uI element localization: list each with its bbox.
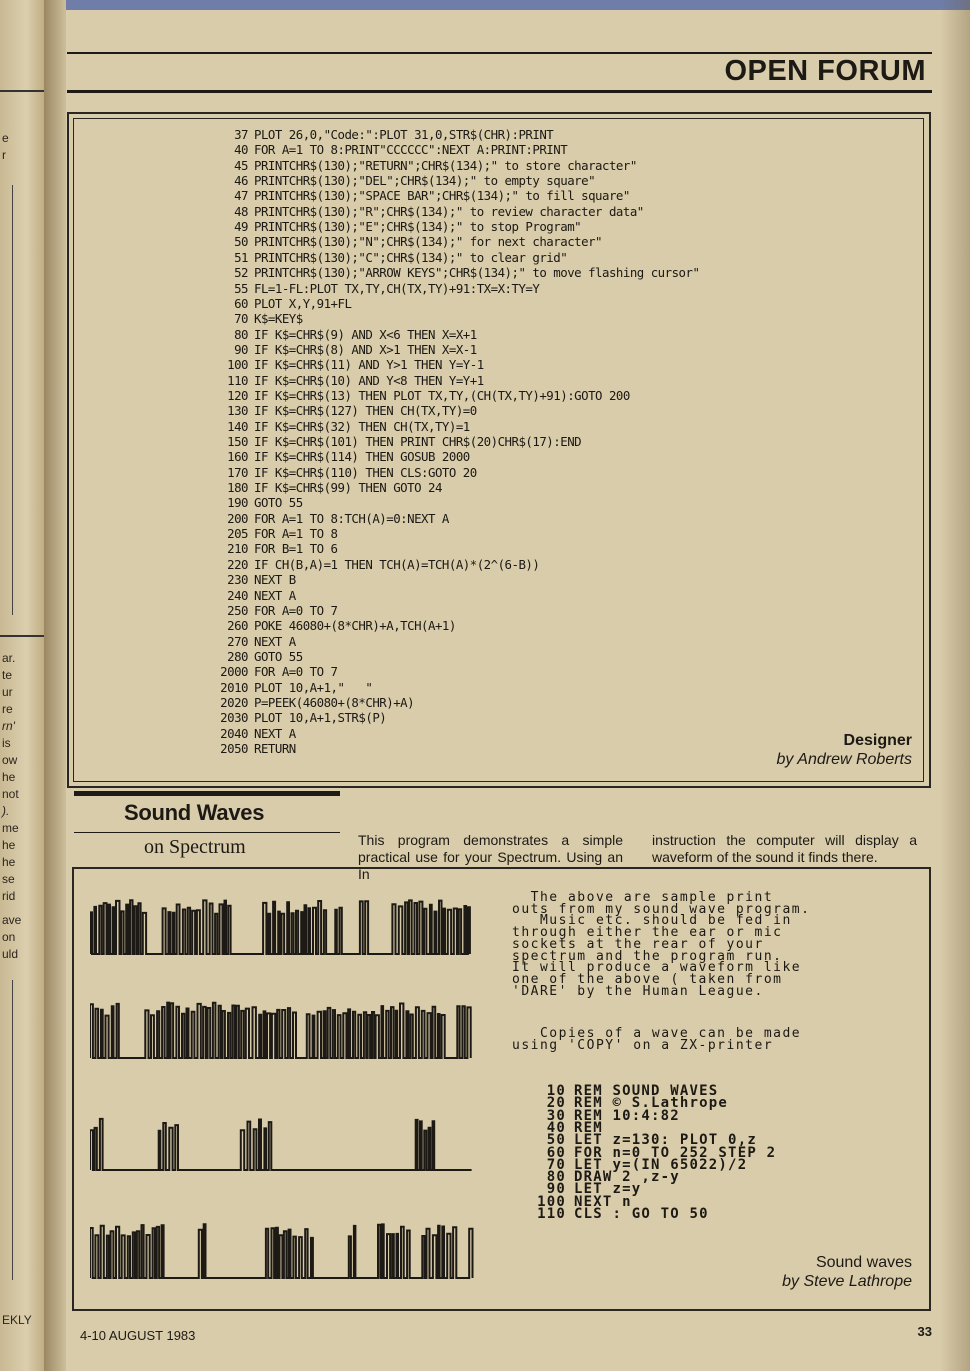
adjacent-page-fragment: is xyxy=(2,736,11,750)
caption-line: sockets at the rear of your xyxy=(512,936,764,952)
line-code: NEXT B xyxy=(254,572,296,588)
line-code: NEXT A xyxy=(254,587,296,603)
line-code: GOTO 55 xyxy=(254,495,303,511)
caption-line: outs from my sound wave program. xyxy=(512,901,811,917)
line-code: REM xyxy=(574,1119,603,1136)
caption-line: through either the ear or mic xyxy=(512,925,783,941)
code-line xyxy=(215,388,630,403)
line-code: FOR n=0 TO 252 STEP 2 xyxy=(574,1144,777,1161)
waveform-3 xyxy=(90,1119,472,1170)
code-line xyxy=(215,603,338,618)
line-number: 80 xyxy=(546,1169,566,1186)
section-title: OPEN FORUM xyxy=(724,55,926,87)
sound-subtitle-rule xyxy=(74,832,340,833)
adjacent-page-rule xyxy=(0,635,44,637)
line-number: 60 xyxy=(234,295,248,311)
code-line xyxy=(215,695,414,710)
line-code: IF K$=CHR$(110) THEN CLS:GOTO 20 xyxy=(254,464,477,480)
line-code: IF K$=CHR$(32) THEN CH(TX,TY)=1 xyxy=(254,418,470,434)
line-number: 2000 xyxy=(220,664,248,680)
code-line xyxy=(215,311,303,326)
line-code: IF K$=CHR$(13) THEN PLOT TX,TY,(CH(TX,TY)+91):GOTO 200 xyxy=(254,387,630,403)
adjacent-page-fragment: ave xyxy=(2,913,22,927)
adjacent-page-strip xyxy=(0,0,48,1371)
line-number: 270 xyxy=(227,633,248,649)
line-number: 47 xyxy=(234,188,248,204)
line-number: 40 xyxy=(546,1119,566,1136)
line-number: 20 xyxy=(546,1095,566,1112)
line-number: 240 xyxy=(227,587,248,603)
sound-credit-title: Sound waves xyxy=(815,1254,912,1271)
line-code: FOR A=0 TO 7 xyxy=(254,602,338,618)
magazine-page xyxy=(62,10,970,1371)
page-edge-shadow xyxy=(940,0,970,1371)
line-number: 30 xyxy=(546,1107,566,1124)
sound-title-rule xyxy=(74,791,340,796)
code-line xyxy=(215,142,567,157)
line-number: 60 xyxy=(546,1144,566,1161)
code-line xyxy=(215,557,539,572)
line-number: 210 xyxy=(227,541,248,557)
line-code: POKE 46080+(8*CHR)+A,TCH(A+1) xyxy=(254,618,456,634)
adjacent-page-frame xyxy=(12,980,13,1280)
caption-line: The above are sample print xyxy=(512,890,774,905)
caption-line: It will produce a waveform like xyxy=(512,960,802,976)
line-number: 110 xyxy=(537,1206,566,1222)
line-number: 52 xyxy=(234,265,248,281)
line-code: NEXT n xyxy=(574,1193,632,1210)
waveform-2 xyxy=(90,1003,471,1058)
code-line xyxy=(215,219,581,234)
adjacent-page-fragment: he xyxy=(2,855,16,869)
line-code: NEXT A xyxy=(254,725,296,741)
adjacent-page-rule xyxy=(0,90,44,92)
code-line xyxy=(215,327,477,342)
line-number: 49 xyxy=(234,219,248,235)
line-number: 2030 xyxy=(220,710,248,726)
line-number: 260 xyxy=(227,618,248,634)
caption-line: 'DARE' by the Human League. xyxy=(512,983,764,999)
line-number: 150 xyxy=(227,434,248,449)
code-line xyxy=(215,357,484,372)
line-code: RETURN xyxy=(254,741,296,756)
line-number: 250 xyxy=(227,602,248,618)
adjacent-page-fragment: me xyxy=(2,821,19,835)
code-line xyxy=(215,710,386,725)
code-line xyxy=(215,664,338,679)
adjacent-page-fragment: ar. xyxy=(2,651,16,665)
adjacent-page-fragment: ). xyxy=(2,804,10,818)
code-line xyxy=(215,634,296,649)
line-code: GOTO 55 xyxy=(254,648,303,664)
code-line xyxy=(215,495,303,510)
line-code: NEXT A xyxy=(254,633,296,649)
waveform-1 xyxy=(90,900,470,954)
line-code: PRINTCHR$(130);"R";CHR$(134);" to review character data" xyxy=(254,203,644,219)
line-code: PRINTCHR$(130);"SPACE BAR";CHR$(134);" to fill square" xyxy=(254,188,630,204)
adjacent-page-fragment: uld xyxy=(2,947,19,961)
line-number: 70 xyxy=(546,1156,566,1173)
adjacent-page-fragment: he xyxy=(2,770,16,784)
scan-top-band xyxy=(0,0,970,10)
adjacent-page-fragment: se xyxy=(2,872,15,886)
line-code: CLS : GO TO 50 xyxy=(574,1206,709,1222)
sound-waves-subtitle: on Spectrum xyxy=(144,836,246,858)
line-number: 100 xyxy=(227,357,248,373)
code-line xyxy=(215,342,477,357)
code-line xyxy=(215,572,296,587)
line-code: PRINTCHR$(130);"E";CHR$(134);" to stop Program" xyxy=(254,219,582,235)
caption-line: spectrum and the program run. xyxy=(512,948,783,964)
line-code: FOR A=1 TO 8:PRINT"CCCCCC":NEXT A:PRINT:PRINT xyxy=(254,142,568,158)
line-code: IF CH(B,A)=1 THEN TCH(A)=TCH(A)*(2^(6-B)) xyxy=(254,556,540,572)
line-code: K$=KEY$ xyxy=(254,311,303,327)
line-code: PRINTCHR$(130);"N";CHR$(134);" for next character" xyxy=(254,234,602,250)
line-code: FOR B=1 TO 6 xyxy=(254,541,338,557)
issue-date: 4-10 AUGUST 1983 xyxy=(80,1328,196,1343)
line-number: 48 xyxy=(234,203,248,219)
code-line xyxy=(215,511,449,526)
code-line xyxy=(215,127,553,142)
code-line xyxy=(215,204,644,219)
caption-line: Music etc. should be fed in xyxy=(512,913,792,929)
line-number: 70 xyxy=(234,311,248,327)
line-number: 190 xyxy=(227,495,248,511)
designer-author: by Andrew Roberts xyxy=(776,751,912,768)
line-code: PLOT 10,A+1," " xyxy=(254,679,373,695)
line-code: DRAW 2 ,z-y xyxy=(574,1169,680,1186)
line-number: 130 xyxy=(227,403,248,419)
line-code: FOR A=1 TO 8:TCH(A)=0:NEXT A xyxy=(254,510,449,526)
caption-line: using 'COPY' on a ZX-printer xyxy=(512,1037,774,1053)
code-line xyxy=(215,281,539,296)
code-line xyxy=(215,158,637,173)
line-code: IF K$=CHR$(114) THEN GOSUB 2000 xyxy=(254,449,470,465)
code-line xyxy=(215,726,296,741)
line-number: 2040 xyxy=(220,725,248,741)
line-number: 37 xyxy=(234,127,248,142)
caption-line: one of the above ( taken from xyxy=(512,971,783,987)
zx-code-line xyxy=(522,1208,709,1220)
line-number: 2050 xyxy=(220,741,248,756)
line-number: 100 xyxy=(537,1193,566,1210)
adjacent-page-fragment: on xyxy=(2,930,16,944)
caption-line: Copies of a wave can be made xyxy=(512,1026,802,1041)
line-number: 280 xyxy=(227,648,248,664)
intro-text-right: instruction the computer will display a waveform of the sound it finds there. xyxy=(652,832,917,865)
line-number: 51 xyxy=(234,249,248,265)
line-code: PRINTCHR$(130);"ARROW KEYS";CHR$(134);" to move flashing cursor" xyxy=(254,265,700,281)
line-code: LET y=(IN 65022)/2 xyxy=(574,1156,748,1173)
waveform-4 xyxy=(90,1224,473,1278)
code-line xyxy=(215,649,303,664)
code-line xyxy=(215,188,630,203)
adjacent-page-fragment: r xyxy=(2,148,6,162)
code-line xyxy=(215,541,338,556)
line-code: IF K$=CHR$(99) THEN GOTO 24 xyxy=(254,480,442,496)
code-line xyxy=(215,588,296,603)
line-code: FOR A=1 TO 8 xyxy=(254,526,338,542)
line-number: 120 xyxy=(227,387,248,403)
adjacent-page-fragment: ow xyxy=(2,753,18,767)
line-number: 10 xyxy=(546,1083,566,1099)
line-number: 200 xyxy=(227,510,248,526)
line-code: IF K$=CHR$(11) AND Y>1 THEN Y=Y-1 xyxy=(254,357,484,373)
line-number: 110 xyxy=(227,372,248,388)
sound-waves-title: Sound Waves xyxy=(124,800,265,825)
line-code: LET z=130: PLOT 0,z xyxy=(574,1132,757,1149)
line-code: IF K$=CHR$(8) AND X>1 THEN X=X-1 xyxy=(254,341,477,357)
code-line xyxy=(215,741,296,756)
line-code: PRINTCHR$(130);"DEL";CHR$(134);" to empty square" xyxy=(254,173,596,189)
code-line xyxy=(215,373,484,388)
line-number: 55 xyxy=(234,280,248,296)
line-number: 220 xyxy=(227,556,248,572)
code-line xyxy=(215,250,567,265)
header-top-rule xyxy=(67,52,932,54)
line-code: IF K$=CHR$(101) THEN PRINT CHR$(20)CHR$(17):END xyxy=(254,434,582,449)
line-code: PRINTCHR$(130);"C";CHR$(134);" to clear grid" xyxy=(254,249,568,265)
line-code: REM SOUND WAVES xyxy=(574,1083,719,1099)
page-number: 33 xyxy=(917,1324,932,1339)
adjacent-page-fragment: re xyxy=(2,702,13,716)
code-line xyxy=(215,618,456,633)
header-bottom-rule xyxy=(67,90,932,93)
code-line xyxy=(215,434,581,449)
code-line xyxy=(215,449,470,464)
line-code: IF K$=CHR$(9) AND X<6 THEN X=X+1 xyxy=(254,326,477,342)
line-number: 90 xyxy=(546,1181,566,1198)
line-code: PLOT X,Y,91+FL xyxy=(254,295,352,311)
waveform-printouts xyxy=(90,886,480,1286)
line-number: 80 xyxy=(234,326,248,342)
line-number: 160 xyxy=(227,449,248,465)
code-line xyxy=(215,480,442,495)
line-code: REM © S.Lathrope xyxy=(574,1095,729,1112)
line-code: IF K$=CHR$(10) AND Y<8 THEN Y=Y+1 xyxy=(254,372,484,388)
adjacent-page-fragment: not xyxy=(2,787,19,801)
line-code: PLOT 10,A+1,STR$(P) xyxy=(254,710,387,726)
adjacent-page-fragment: te xyxy=(2,668,13,682)
adjacent-page-fragment: rn' xyxy=(2,719,15,733)
line-number: 140 xyxy=(227,418,248,434)
code-line xyxy=(215,419,470,434)
intro-text-left: This program demonstrates a simple practical use for your Spectrum. Using an In xyxy=(358,832,623,882)
code-line xyxy=(215,526,338,541)
line-code: LET z=y xyxy=(574,1181,642,1198)
line-number: 180 xyxy=(227,480,248,496)
designer-credit xyxy=(777,731,912,769)
adjacent-page-fragment: ur xyxy=(2,685,13,699)
adjacent-page-fragment: he xyxy=(2,838,16,852)
adjacent-page-fragment: e xyxy=(2,131,9,145)
line-number: 205 xyxy=(227,526,248,542)
line-number: 90 xyxy=(234,341,248,357)
code-line xyxy=(215,465,477,480)
line-number: 50 xyxy=(234,234,248,250)
code-line xyxy=(215,296,351,311)
adjacent-page-fragment: rid xyxy=(2,889,16,903)
line-code: FL=1-FL:PLOT TX,TY,CH(TX,TY)+91:TX=X:TY=Y xyxy=(254,280,540,296)
adjacent-page-frame xyxy=(12,185,13,615)
sound-credit xyxy=(782,1253,912,1291)
waveform-svg xyxy=(90,886,480,1286)
line-number: 2020 xyxy=(220,694,248,710)
adjacent-page-fragment: EKLY xyxy=(2,1313,32,1327)
line-code: IF K$=CHR$(127) THEN CH(TX,TY)=0 xyxy=(254,403,477,419)
line-code: PLOT 26,0,"Code:":PLOT 31,0,STR$(CHR):PRINT xyxy=(254,127,554,142)
line-code: FOR A=0 TO 7 xyxy=(254,664,338,680)
line-code: REM 10:4:82 xyxy=(574,1107,680,1124)
line-number: 170 xyxy=(227,464,248,480)
code-line xyxy=(215,680,372,695)
line-number: 46 xyxy=(234,173,248,189)
code-line xyxy=(215,234,602,249)
line-number: 2010 xyxy=(220,679,248,695)
sound-credit-author: by Steve Lathrope xyxy=(782,1273,912,1290)
line-number: 45 xyxy=(234,157,248,173)
designer-title: Designer xyxy=(843,732,912,749)
line-number: 50 xyxy=(546,1132,566,1149)
line-code: PRINTCHR$(130);"RETURN";CHR$(134);" to store character" xyxy=(254,157,637,173)
code-line xyxy=(215,173,595,188)
code-line xyxy=(215,403,477,418)
line-number: 40 xyxy=(234,142,248,158)
line-code: P=PEEK(46080+(8*CHR)+A) xyxy=(254,694,415,710)
line-number: 230 xyxy=(227,572,248,588)
code-line xyxy=(215,265,699,280)
